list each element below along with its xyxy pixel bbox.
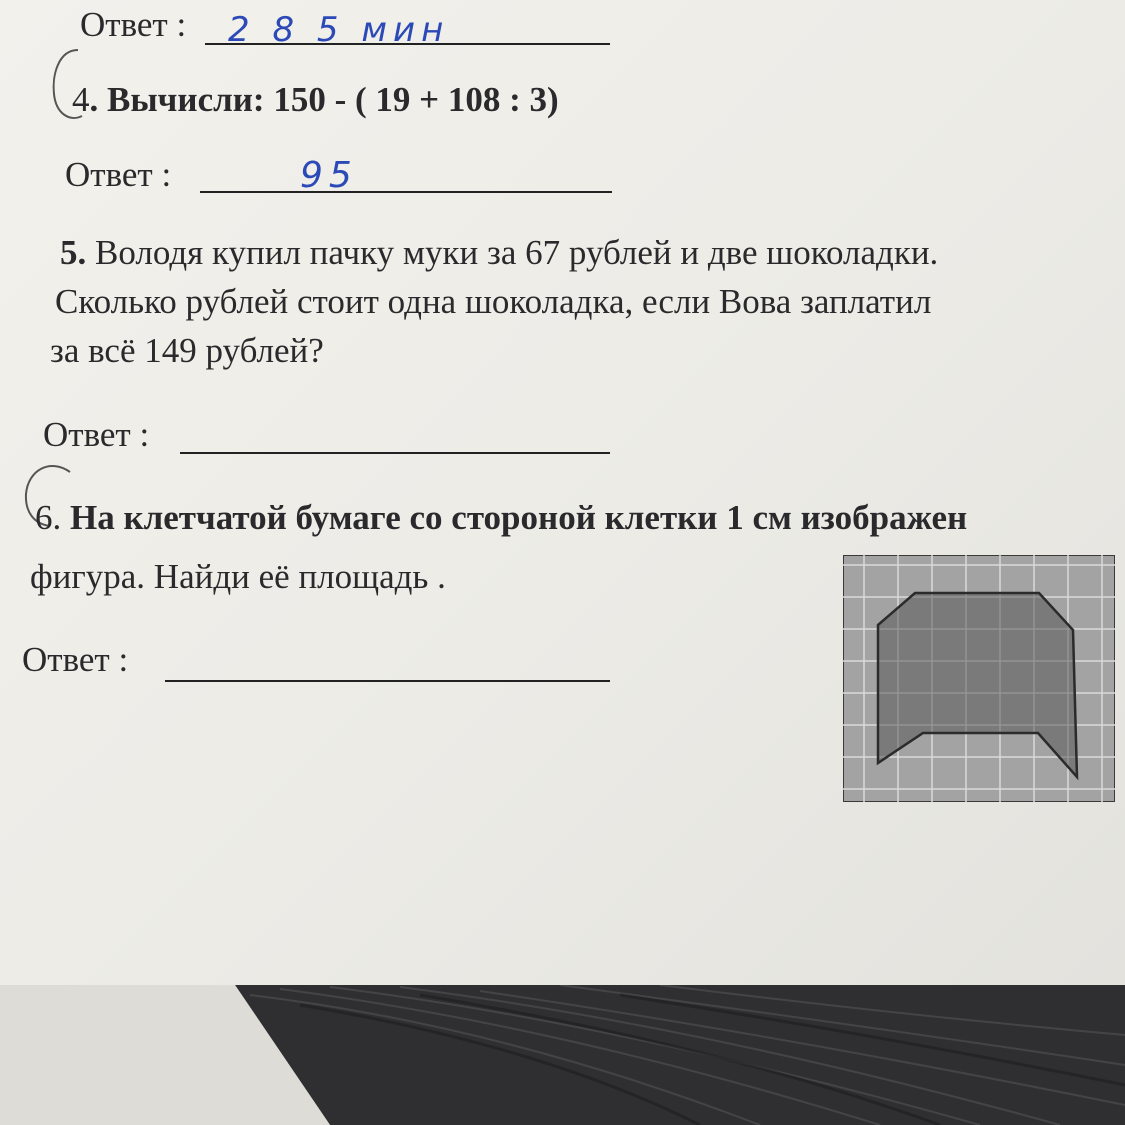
q5-text-line-3: за всё 149 рублей? [50, 331, 324, 370]
q5-answer-line [180, 452, 610, 454]
q4-line [72, 80, 559, 120]
q6-answer-label: Ответ : [22, 640, 129, 679]
q4-answer-label: Ответ : [65, 155, 172, 194]
q4-number: 4 [72, 80, 90, 119]
q6-text-line-1: На клетчатой бумаге со стороной клетки 1 см изображен [61, 498, 968, 537]
q5-text-line-2: Сколько рублей стоит одна шоколадка, если Вова заплатил [55, 282, 932, 321]
q5-line-1 [60, 233, 938, 273]
q6-line-1 [35, 498, 967, 538]
q5-answer-label: Ответ : [43, 415, 150, 454]
q4-text: . Вычисли: 150 - ( 19 + 108 : 3) [89, 80, 559, 119]
q6-answer-line [165, 680, 610, 682]
q6-number: 6. [35, 498, 62, 537]
q4-handwritten-answer: 95 [300, 155, 358, 196]
q5-number: 5. [60, 233, 87, 272]
q4-answer-line [200, 191, 612, 193]
grid-figure [843, 555, 1115, 802]
table-wood-grain [0, 985, 1125, 1125]
q3-handwritten-answer: 2 8 5 мин [228, 10, 450, 50]
q3-answer-label: Ответ : [80, 5, 187, 44]
q5-text-line-1: Володя купил пачку муки за 67 рублей и две шоколадки. [86, 233, 939, 272]
wooden-table-surface [0, 985, 1125, 1125]
q6-text-line-2: фигура. Найди её площадь . [30, 557, 446, 596]
